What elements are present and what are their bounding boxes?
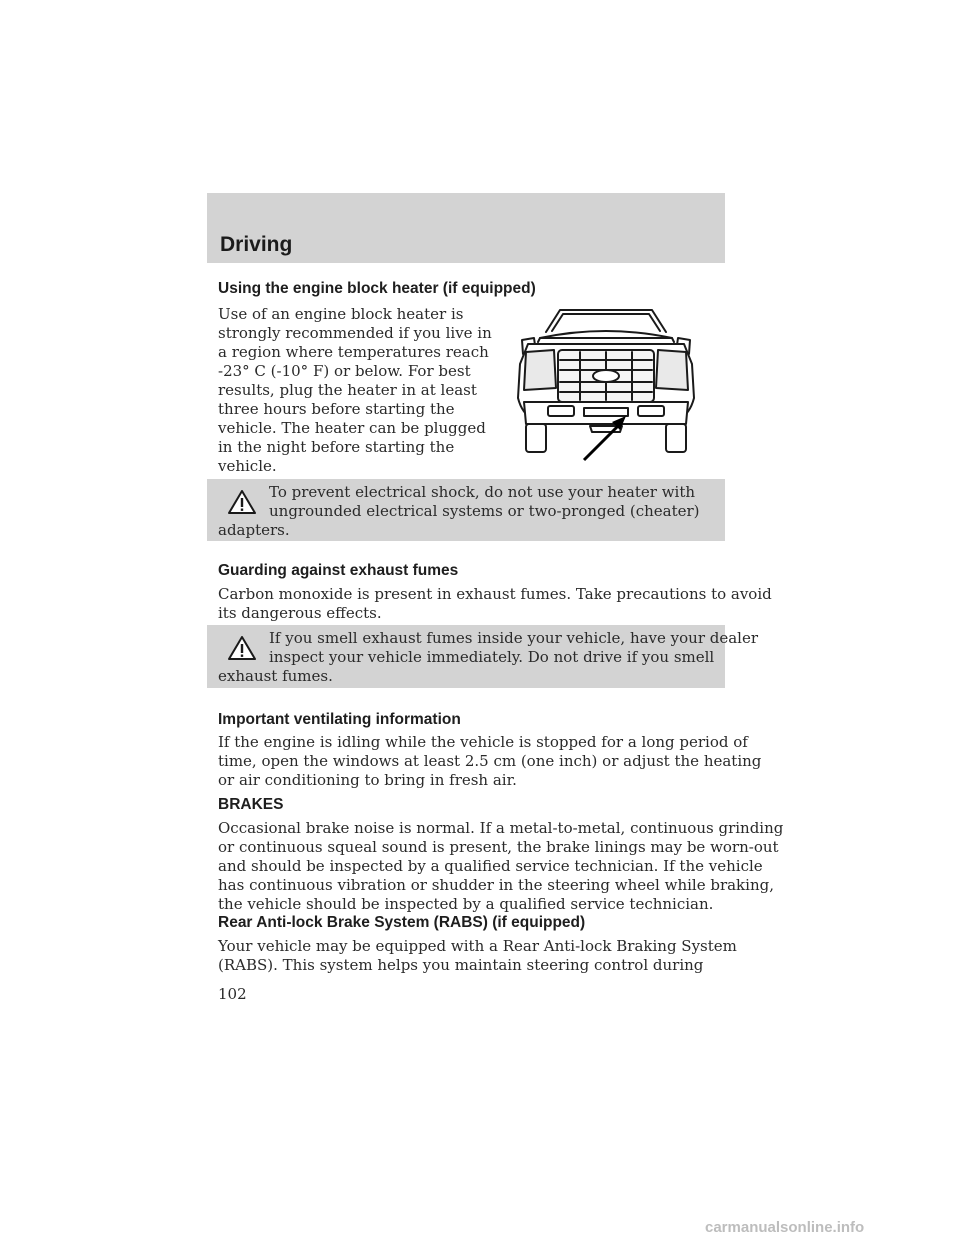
section-title: Driving: [220, 233, 293, 256]
block-heater-heading: Using the engine block heater (if equipped): [218, 280, 536, 297]
page-number: 102: [218, 985, 247, 1003]
rabs-heading: Rear Anti-lock Brake System (RABS) (if equipped): [218, 914, 586, 931]
section-header-band: [207, 193, 725, 263]
warning-text: If you smell exhaust fumes inside your vehicle, have your dealer inspect your vehicle immediately. Do not drive if you smell exhaust fumes.: [218, 629, 759, 685]
exhaust-heading: Guarding against exhaust fumes: [218, 562, 459, 579]
brakes-paragraph: Occasional brake noise is normal. If a metal-to-metal, continuous grinding or continuous squeal sound is present, the brake linings may be worn-out and should be inspected by a qualified service technician. If the vehicle has continuous vibration or shudder in the steering wheel while braking, the vehicle should be inspected by a qualified service technician.: [218, 819, 784, 913]
block-heater-paragraph: Use of an engine block heater is strongly recommended if you live in a region where temperatures reach -23° C (-10° F) or below. For best results, plug the heater in at least three hours before starting the vehicle. The heater can be plugged in the night before starting the vehicle.: [218, 305, 492, 475]
watermark: carmanualsonline.info: [705, 1219, 865, 1236]
ventilating-heading: Important ventilating information: [218, 711, 461, 728]
rabs-paragraph: Your vehicle may be equipped with a Rear Anti-lock Braking System (RABS). This system helps you maintain steering control during: [218, 937, 737, 974]
electrical-shock-warning-box: [207, 479, 725, 541]
exhaust-paragraph: Carbon monoxide is present in exhaust fumes. Take precautions to avoid its dangerous effects.: [218, 585, 772, 622]
warning-text: To prevent electrical shock, do not use your heater with ungrounded electrical systems or two-pronged (cheater) adapters.: [218, 483, 700, 539]
exhaust-fumes-warning-box: [207, 625, 759, 688]
arrow-icon: [580, 412, 630, 464]
brakes-heading: BRAKES: [218, 796, 284, 813]
ventilating-paragraph: If the engine is idling while the vehicle is stopped for a long period of time, open the windows at least 2.5 cm (one inch) or adjust the heating or air conditioning to bring in fresh air.: [218, 733, 762, 789]
